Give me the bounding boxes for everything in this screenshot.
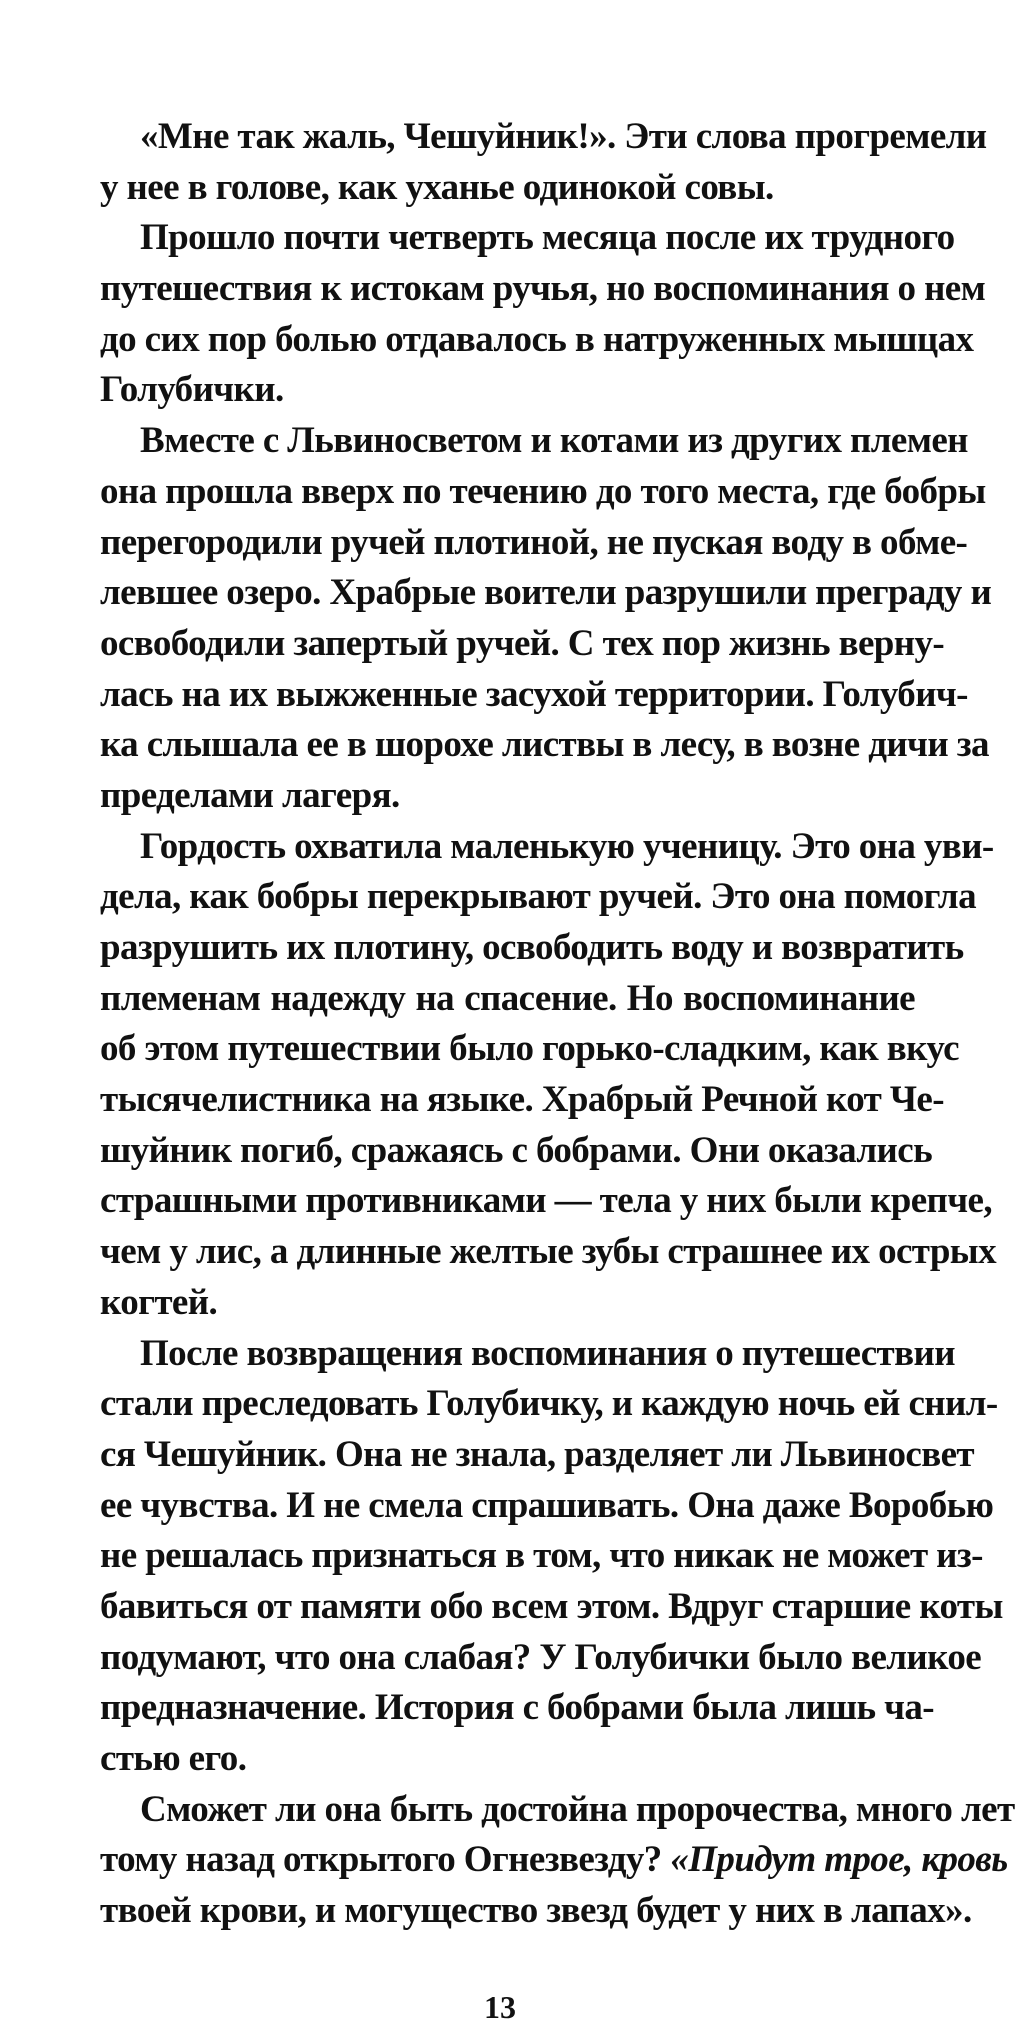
text-line: разрушить их плотину, освободить воду и возвратить: [100, 927, 964, 968]
text-line: подумают, что она слабая? У Голубички было великое: [100, 1636, 982, 1678]
plain-text-segment: тому назад открытого Огнезвезду?: [100, 1839, 671, 1881]
text-line: у нее в голове, как уханье одинокой совы.: [100, 166, 774, 208]
text-line: левшее озеро. Храбрые воители разрушили преграду и: [100, 572, 992, 614]
text-line: тысячелистника на языке. Храбрый Речной кот Че-: [100, 1079, 944, 1121]
text-line: ее чувства. И не смела спрашивать. Она даже Воробью: [100, 1484, 994, 1526]
text-line: стали преследовать Голубичку, и каждую ночь ей снил-: [100, 1383, 998, 1425]
text-line: она прошла вверх по течению до того места, где бобры: [100, 470, 986, 512]
prophecy-quote-segment: «Придут трое, кровь: [670, 1839, 1008, 1881]
text-line: бавиться от памяти обо всем этом. Вдруг старшие коты: [100, 1585, 1003, 1627]
text-line: Голубички.: [100, 369, 284, 411]
text-line: После возвращения воспоминания о путешествии: [140, 1332, 955, 1374]
text-line: Прошло почти четверть месяца после их трудного: [140, 217, 955, 259]
text-line: страшными противниками — тела у них были крепче,: [100, 1180, 992, 1222]
text-line: об этом путешествии было горько-сладким, как вкус: [100, 1028, 959, 1070]
text-line: Вместе с Львиносветом и котами из других племен: [140, 420, 968, 462]
text-line-with-italic-quote: [100, 1835, 1008, 1886]
text-line: дела, как бобры перекрывают ручей. Это она помогла: [100, 876, 976, 918]
text-line: до сих пор болью отдавалось в натруженных мышцах: [100, 318, 974, 360]
text-line: ка слышала ее в шорохе листвы в лесу, в возне дичи за: [100, 724, 989, 766]
text-line: перегородили ручей плотиной, не пуская воду в обме-: [100, 521, 968, 563]
text-line: путешествия к истокам ручья, но воспоминания о нем: [100, 268, 986, 310]
prophecy-quote-line: твоей крови, и могущество звезд будет у них в лапах».: [100, 1890, 972, 1932]
text-line: ся Чешуйник. Она не знала, разделяет ли Львиносвет: [100, 1433, 975, 1475]
text-line: стью его.: [100, 1738, 247, 1779]
text-line: освободили запертый ручей. С тех пор жизнь верну-: [100, 622, 945, 664]
text-line: племенам надежду на спасение. Но воспоминание: [100, 977, 915, 1019]
text-line: чем у лис, а длинные желтые зубы страшнее их острых: [100, 1231, 996, 1273]
text-line: предназначение. История с бобрами была лишь ча-: [100, 1687, 935, 1729]
text-line: «Мне так жаль, Чешуйник!». Эти слова прогремели: [140, 116, 987, 157]
text-line: Сможет ли она быть достойна пророчества, много лет: [140, 1788, 1015, 1830]
page-number: 13: [484, 1988, 516, 2025]
text-line: пределами лагеря.: [100, 774, 400, 816]
text-line: когтей.: [100, 1281, 218, 1323]
text-line: не решалась признаться в том, что никак не может из-: [100, 1535, 983, 1577]
text-line: Гордость охватила маленькую ученицу. Это она уви-: [140, 825, 994, 867]
body-text: [100, 112, 1015, 1937]
text-line: шуйник погиб, сражаясь с бобрами. Они оказались: [100, 1129, 933, 1171]
text-line: лась на их выжженные засухой территории. Голубич-: [100, 673, 968, 715]
